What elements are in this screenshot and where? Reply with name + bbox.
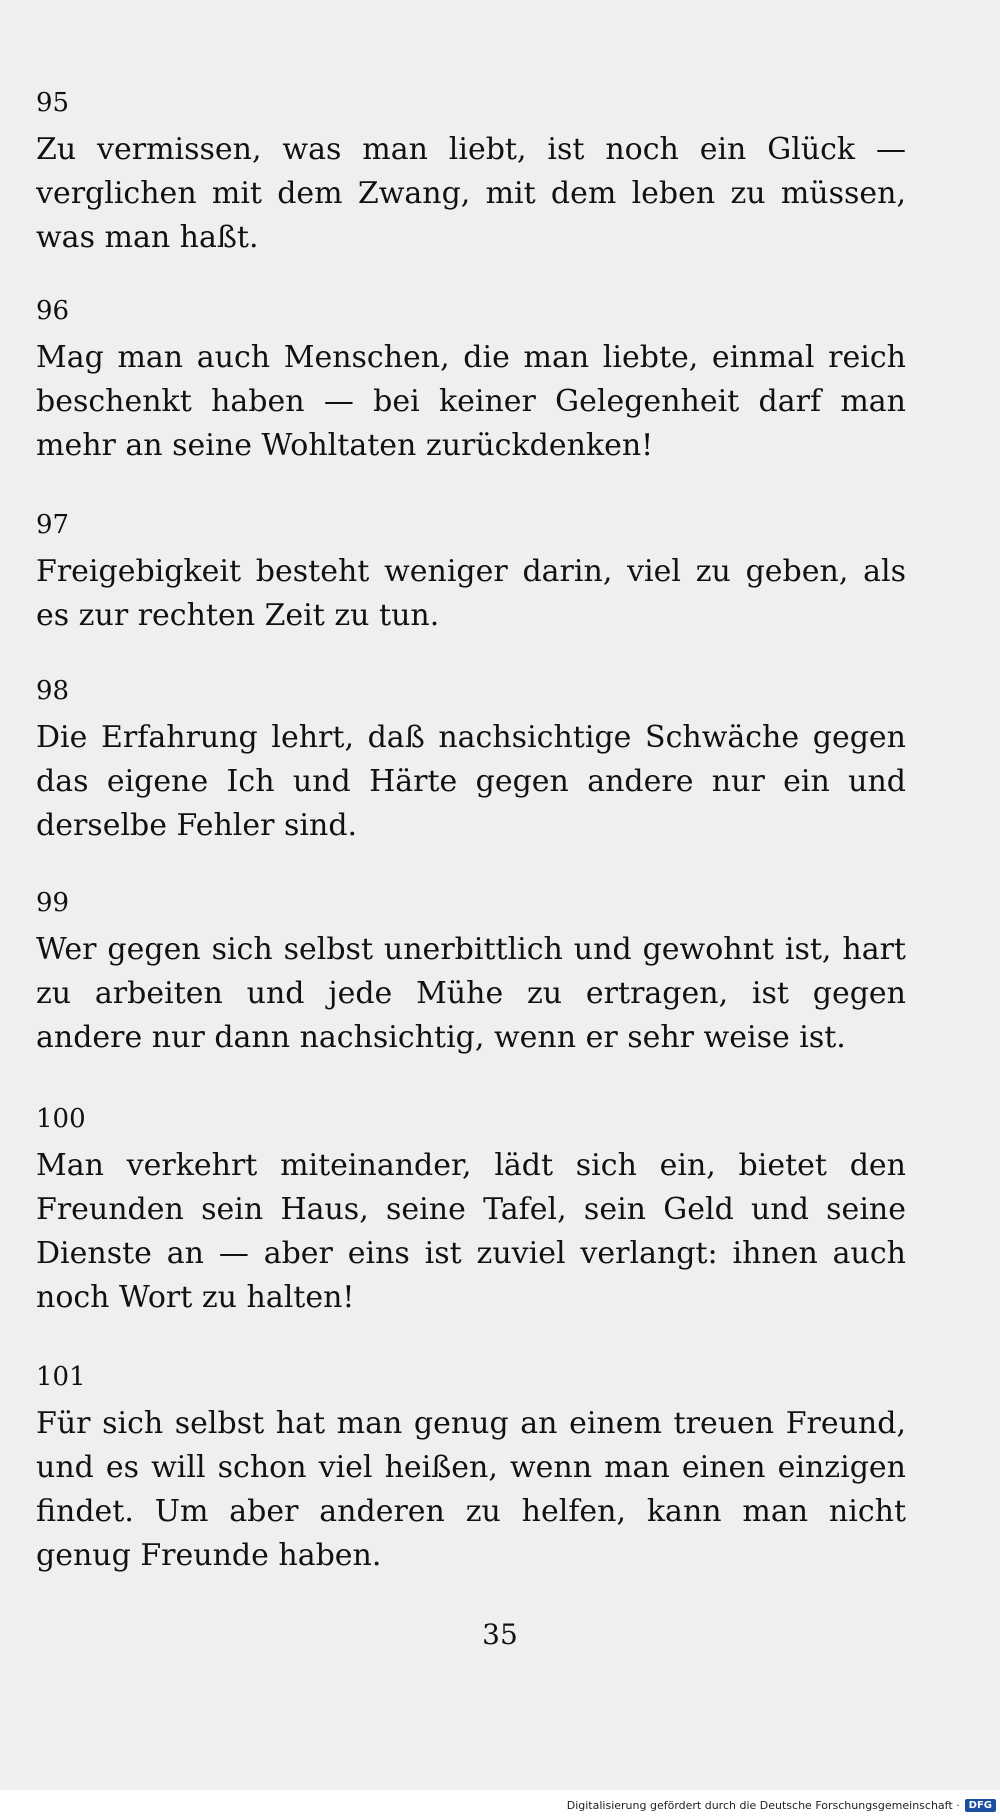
aphorism-number: 95 bbox=[36, 88, 70, 118]
aphorism-number: 96 bbox=[36, 296, 70, 326]
aphorism-number: 100 bbox=[36, 1104, 86, 1134]
digitization-credit bbox=[567, 1796, 996, 1814]
aphorism-text: Für sich selbst hat man genug an einem treuen Freund, und es will schon viel heißen, wenn man einen einzigen findet. Um aber anderen zu helfen, kann man nicht genug Freunde haben. bbox=[36, 1406, 906, 1573]
aphorism-95 bbox=[36, 88, 906, 260]
aphorism-number: 98 bbox=[36, 676, 70, 706]
aphorism-98 bbox=[36, 676, 906, 848]
aphorism-text: Wer gegen sich selbst unerbittlich und gewohnt ist, hart zu arbeiten und jede Mühe zu ertragen, ist gegen andere nur dann nachsichtig, wenn er sehr weise ist. bbox=[36, 932, 906, 1055]
aphorism-text: Freigebigkeit besteht weniger darin, viel zu geben, als es zur rechten Zeit zu tun. bbox=[36, 554, 906, 633]
aphorism-96 bbox=[36, 296, 906, 468]
credit-text: Digitalisierung gefördert durch die Deutsche Forschungsgemeinschaft · bbox=[566, 1798, 960, 1812]
aphorism-text: Zu vermissen, was man liebt, ist noch ein Glück — verglichen mit dem Zwang, mit dem leben zu müssen, was man haßt. bbox=[36, 132, 906, 255]
aphorism-100 bbox=[36, 1104, 906, 1320]
aphorism-number: 99 bbox=[36, 888, 70, 918]
aphorism-text: Die Erfahrung lehrt, daß nachsichtige Schwäche gegen das eigene Ich und Härte gegen andere nur ein und derselbe Fehler sind. bbox=[36, 720, 906, 843]
aphorism-number: 101 bbox=[36, 1362, 86, 1392]
aphorism-99 bbox=[36, 888, 906, 1060]
aphorism-text: Man verkehrt miteinander, lädt sich ein, bietet den Freunden sein Haus, seine Tafel, sein Geld und seine Dienste an — aber eins ist zuviel verlangt: ihnen auch noch Wort zu halten! bbox=[36, 1148, 906, 1315]
aphorism-number: 97 bbox=[36, 510, 70, 540]
dfg-logo-icon: DFG bbox=[965, 1799, 996, 1812]
aphorism-text: Mag man auch Menschen, die man liebte, einmal reich beschenkt haben — bei keiner Gelegenheit darf man mehr an seine Wohltaten zurückdenken! bbox=[36, 340, 906, 463]
page-number: 35 bbox=[482, 1618, 518, 1651]
aphorism-101 bbox=[36, 1362, 906, 1578]
aphorism-97 bbox=[36, 510, 906, 638]
